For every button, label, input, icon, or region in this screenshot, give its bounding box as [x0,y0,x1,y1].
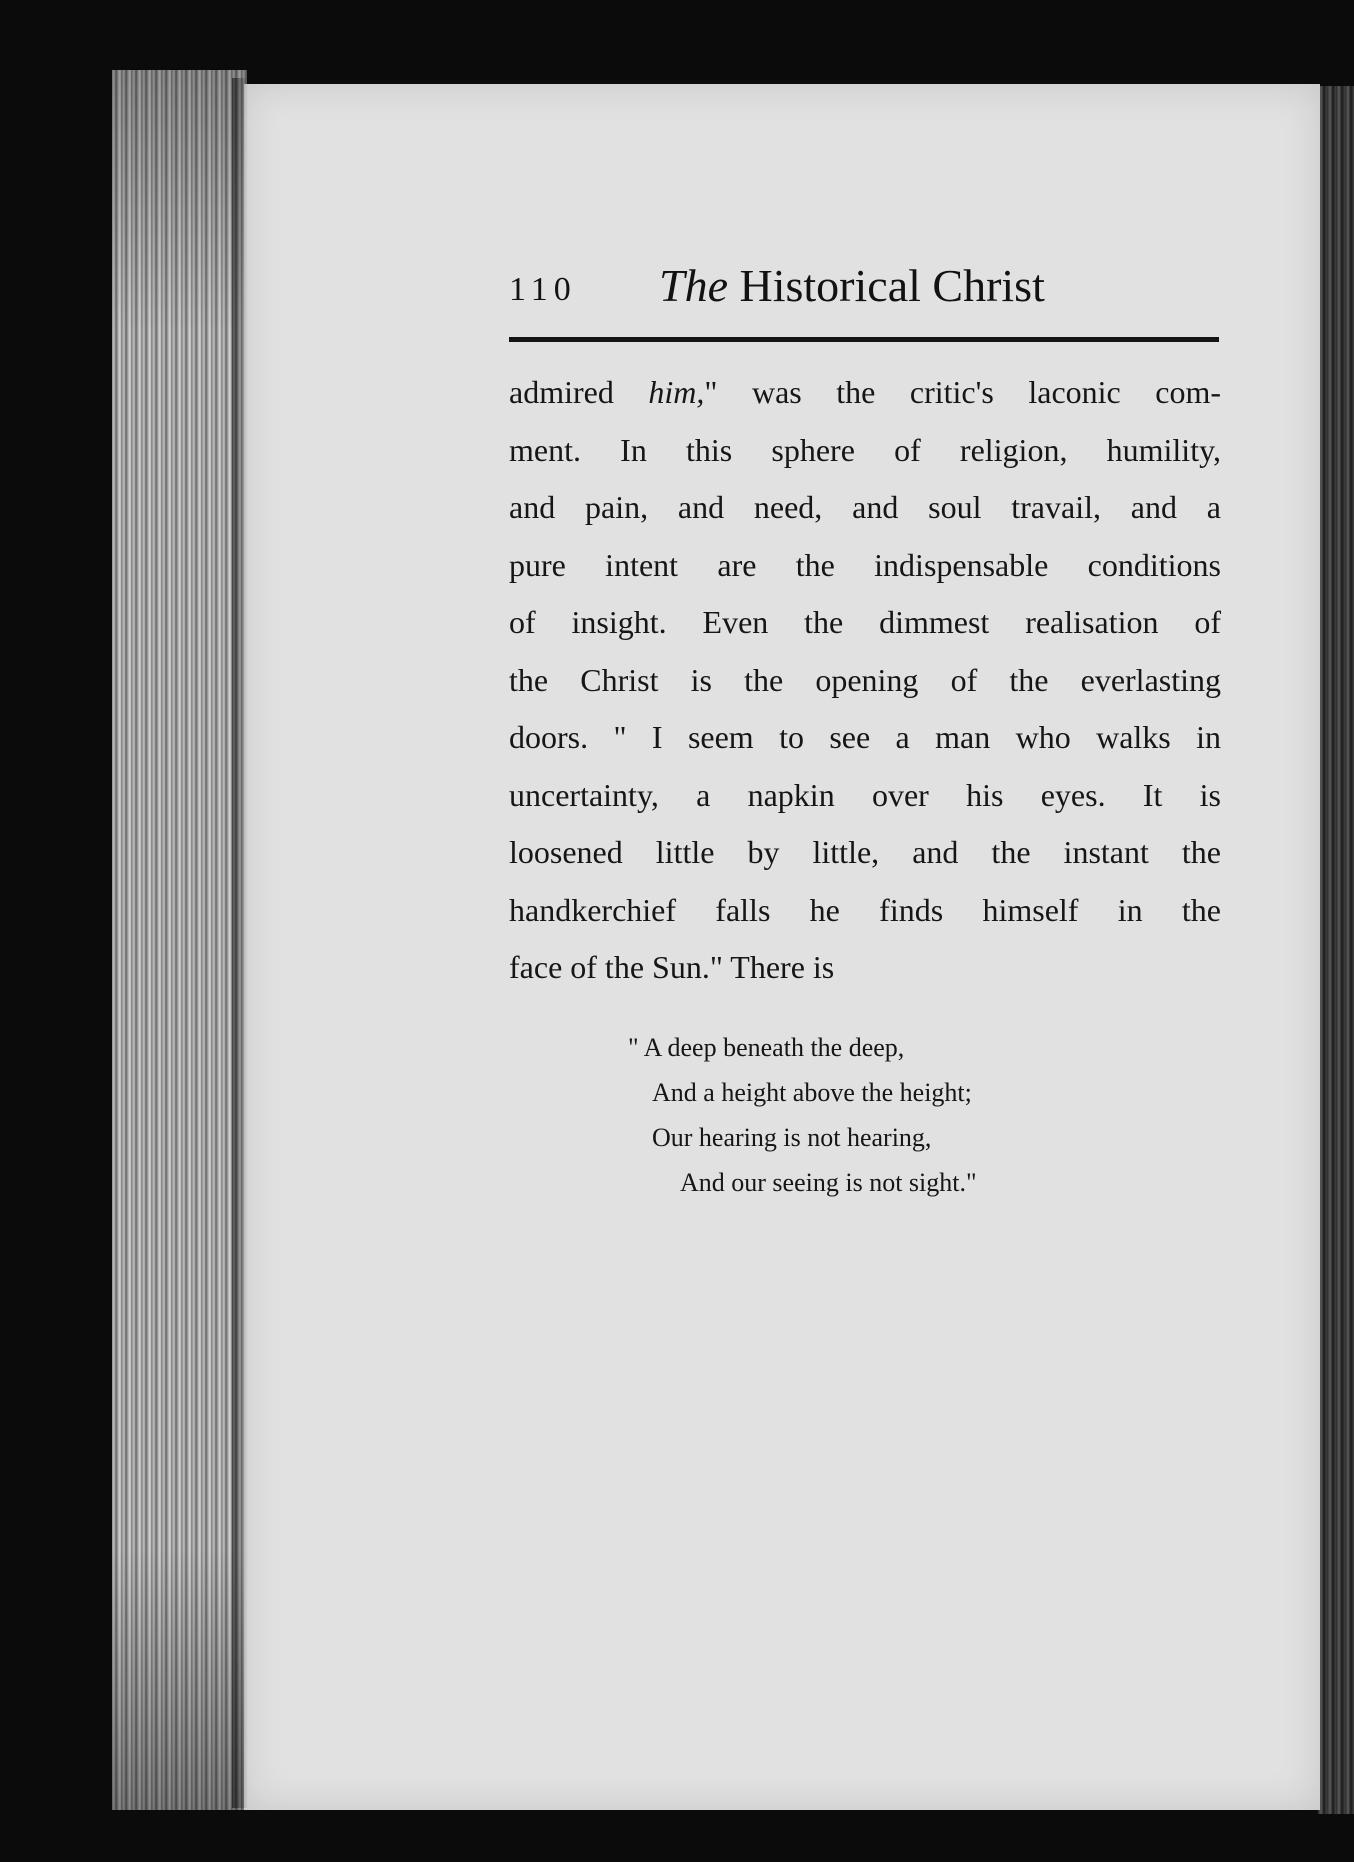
text-line: the Christ is the opening of the everlasting [509,661,1221,698]
poem-quotation [628,1025,1148,1205]
header-rule [509,337,1219,342]
text-line: ment. In this sphere of religion, humility, [509,431,1221,468]
spine-shadow [232,78,248,1808]
running-title [659,259,1045,312]
text-line: of insight. Even the dimmest realisation of [509,604,1221,640]
page-number: 110 [509,271,577,308]
poem-line: Our hearing is not hearing, [652,1123,932,1152]
right-page-edge [1318,86,1354,1814]
text-line: uncertainty, a napkin over his eyes. It is [509,776,1221,813]
running-title-prefix: The [659,260,728,311]
text-line: handkerchief falls he finds himself in the [509,891,1221,928]
body-text [509,364,1221,997]
text-line: doors. " I seem to see a man who walks in [509,719,1221,755]
text-line: loosened little by little, and the instant the [509,834,1221,870]
emphasis-word: him, [648,374,705,410]
poem-line: And our seeing is not sight." [680,1168,977,1197]
text-fragment: admired [509,374,649,410]
text-fragment: " was the critic's laconic com- [704,374,1222,410]
text-line: and pain, and need, and soul travail, and a [509,489,1221,525]
poem-line: " A deep beneath the deep, [628,1033,905,1062]
text-line: pure intent are the indispensable conditions [509,546,1221,583]
running-title-rest: Historical Christ [739,260,1045,311]
page-stack-edges [112,70,247,1810]
text-line: face of the Sun." There is [509,949,835,985]
running-header [509,259,1219,319]
text-line [509,364,1221,422]
poem-line: And a height above the height; [652,1078,972,1107]
